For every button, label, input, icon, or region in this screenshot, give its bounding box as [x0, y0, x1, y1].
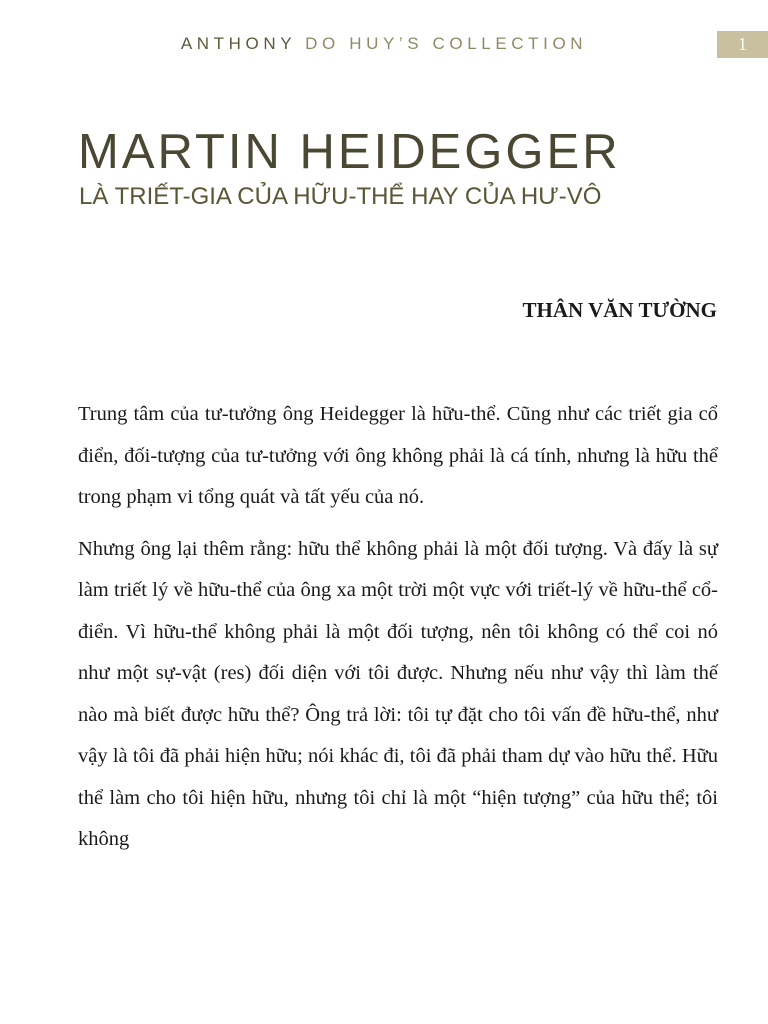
author-name: THÂN VĂN TƯỜNG	[522, 298, 717, 322]
collection-name-light: DO HUY’S COLLECTION	[305, 34, 588, 53]
article-body	[78, 394, 718, 871]
body-paragraph-1: Trung tâm của tư-tưởng ông Heidegger là hữu-thể. Cũng như các triết gia cổ điển, đối-tượng của tư-tưởng với ông không phải là cá tính, nhưng là hữu thể trong phạm vi tổng quát và tất yếu của nó.	[78, 403, 718, 508]
article-title: MARTIN HEIDEGGER	[78, 125, 621, 179]
page-number-badge: 1	[717, 31, 768, 58]
collection-name-strong: ANTHONY	[180, 34, 296, 53]
article-subtitle: LÀ TRIẾT-GIA CỦA HỮU-THỂ HAY CỦA HƯ-VÔ	[79, 183, 602, 210]
running-header	[0, 34, 768, 54]
body-paragraph-2: Nhưng ông lại thêm rằng: hữu thể không phải là một đối tượng. Và đấy là sự làm triết lý về hữu-thể của ông xa một trời một vực với triết-lý về hữu-thể cổ-điển. Vì hữu-thể không phải là một đối tượng, nên tôi không có thể coi nó như một sự-vật (res) đối diện với tôi được. Nhưng nếu như vậy thì làm thế nào mà biết được hữu thể? Ông trả lời: tôi tự đặt cho tôi vấn đề hữu-thể, như vậy là tôi đã phải hiện hữu; nói khác đi, tôi đã phải tham dự vào hữu thể. Hữu thể làm cho tôi hiện hữu, nhưng tôi chỉ là một “hiện tượng” của hữu thể; tôi không	[78, 537, 718, 850]
